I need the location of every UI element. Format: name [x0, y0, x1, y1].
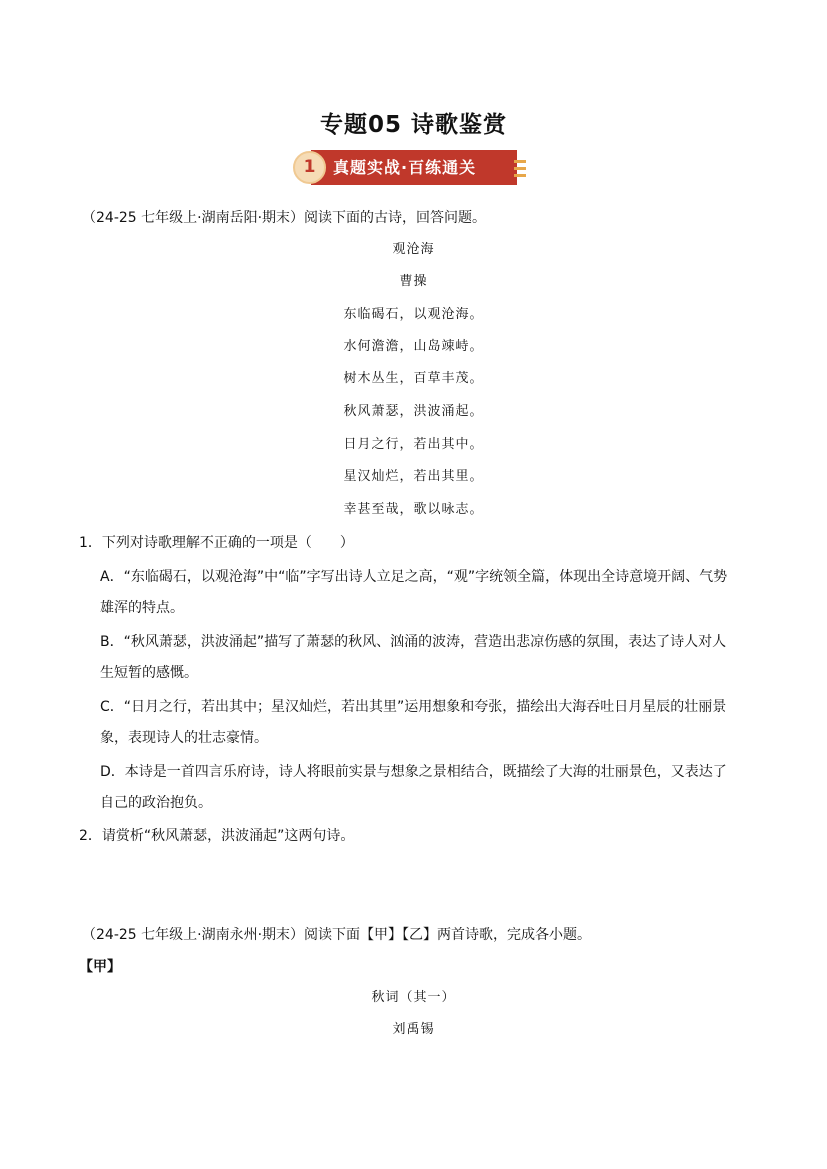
section-banner-label: 真题实战·百练通关 [311, 150, 517, 185]
poem-line: 星汉灿烂，若出其里。 [343, 469, 484, 484]
poem-title: 观沧海 [392, 242, 435, 257]
option-c-continued: 象，表现诗人的壮志豪情。 [100, 730, 268, 746]
poem-line: 幸甚至哉，歌以咏志。 [343, 502, 484, 517]
page-title: 专题05 诗歌鉴赏 [319, 112, 507, 138]
option-b-continued: 生短暂的感慨。 [100, 665, 198, 681]
poem-label-jia: 【甲】 [79, 959, 121, 975]
question-source: （24-25 七年级上·湖南岳阳·期末）阅读下面的古诗，回答问题。 [82, 210, 487, 226]
option-b: B．“秋风萧瑟，洪波涌起”描写了萧瑟的秋风、汹涌的波涛，营造出悲凉伤感的氛围，表达了诗人对人 [100, 634, 727, 650]
poem-author: 曹操 [399, 274, 428, 289]
question-source: （24-25 七年级上·湖南永州·期末）阅读下面【甲】【乙】两首诗歌，完成各小题。 [82, 927, 592, 943]
poem-line: 日月之行，若出其中。 [343, 437, 484, 452]
poem-author: 刘禹锡 [392, 1022, 435, 1037]
banner-stripe [514, 160, 526, 163]
poem-line: 水何澹澹，山岛竦峙。 [343, 339, 484, 354]
banner-stripe [514, 167, 526, 170]
question-2: 2．请赏析“秋风萧瑟，洪波涌起”这两句诗。 [79, 828, 355, 844]
poem-line: 秋风萧瑟，洪波涌起。 [343, 404, 484, 419]
poem-line: 树木丛生，百草丰茂。 [343, 371, 484, 386]
poem-line: 东临碣石，以观沧海。 [343, 307, 484, 322]
banner-stripe [514, 174, 526, 177]
section-number-badge: 1 [293, 151, 326, 184]
section-banner [293, 148, 533, 188]
option-d-continued: 自己的政治抱负。 [100, 795, 212, 811]
option-c: C．“日月之行，若出其中；星汉灿烂，若出其里”运用想象和夸张，描绘出大海吞吐日月星辰的壮丽景 [100, 699, 727, 715]
option-d: D．本诗是一首四言乐府诗，诗人将眼前实景与想象之景相结合，既描绘了大海的壮丽景色，又表达了 [100, 764, 727, 780]
poem-title: 秋词（其一） [371, 990, 456, 1005]
option-a-continued: 雄浑的特点。 [100, 600, 184, 616]
option-a: A．“东临碣石，以观沧海”中“临”字写出诗人立足之高，“观”字统领全篇，体现出全诗意境开阔、气势 [100, 569, 728, 585]
question-1: 1．下列对诗歌理解不正确的一项是（ ） [79, 535, 354, 551]
